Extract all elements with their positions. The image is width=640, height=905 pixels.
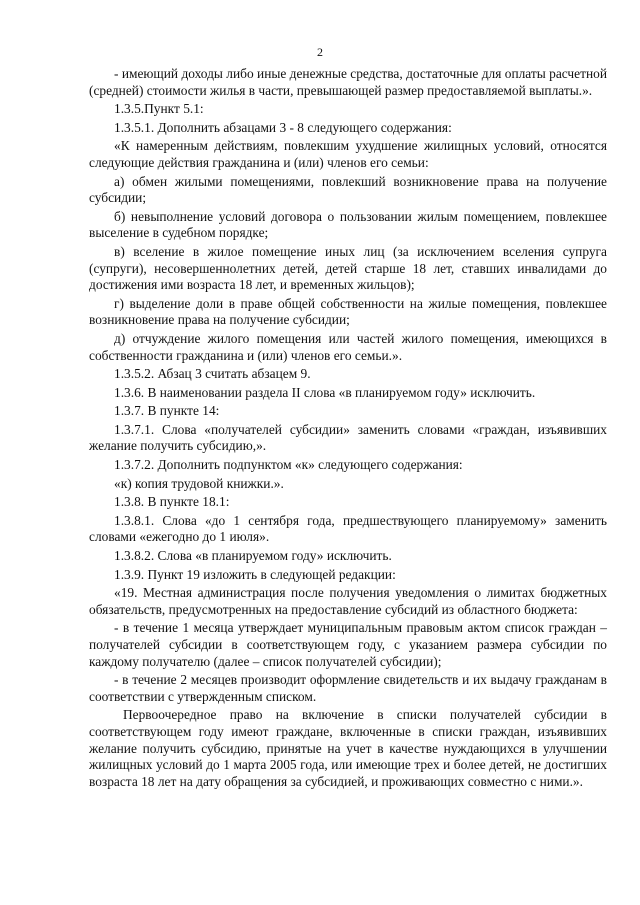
paragraph-1-3-7-1: 1.3.7.1. Слова «получателей субсидии» заменить словами «граждан, изъявивших желание получить субсидию,». (89, 421, 607, 454)
paragraph-deliberate-actions: «К намеренным действиям, повлекшим ухудшение жилищных условий, относятся следующие действия гражданина и (или) членов его семьи: (89, 138, 607, 170)
document-body (89, 66, 607, 790)
paragraph-item-d: д) отчуждение жилого помещения или частей жилого помещения, имеющихся в собственности гражданина и (или) членов его семьи.». (89, 330, 607, 363)
paragraph-1-3-7-2: 1.3.7.2. Дополнить подпунктом «к» следующего содержания: (114, 457, 463, 473)
paragraph-priority-right: Первоочередное право на включение в списки получателей субсидии в соответствующем году имеют граждане, включенные в списки граждан, изъявивших желание получить субсидию, принятые на учет в качестве нуждающихся в улучшении жилищных условий до 1 марта 2005 года, или имеющие трех и более детей, не достигших возраста 18 лет на дату обращения за субсидией, и проживающих совместно с ними.». (89, 707, 607, 789)
paragraph-1-3-8: 1.3.8. В пункте 18.1: (114, 494, 230, 510)
paragraph-1-3-8-2: 1.3.8.2. Слова «в планируемом году» исключить. (114, 548, 392, 564)
page-number: 2 (317, 45, 323, 59)
paragraph-item-19: «19. Местная администрация после получения уведомления о лимитах бюджетных обязательств, предусмотренных на предоставление субсидий из областного бюджета: (89, 585, 607, 617)
paragraph-item-k: «к) копия трудовой книжки.». (114, 475, 284, 491)
paragraph-1-3-9: 1.3.9. Пункт 19 изложить в следующей редакции: (114, 566, 396, 582)
paragraph-item-g: г) выделение доли в праве общей собственности на жилые помещения, повлекшее возникновение права на получение субсидии; (89, 295, 607, 328)
paragraph-1-3-5-2: 1.3.5.2. Абзац 3 считать абзацем 9. (114, 366, 311, 382)
paragraph-item-b: б) невыполнение условий договора о пользовании жилым помещением, повлекшее выселение в судебном порядке; (89, 208, 607, 241)
paragraph-1-3-5-1: 1.3.5.1. Дополнить абзацами 3 - 8 следующего содержания: (114, 119, 452, 135)
paragraph-1-3-8-1: 1.3.8.1. Слова «до 1 сентября года, предшествующего планируемому» заменить словами «ежегодно до 1 июля». (89, 512, 607, 545)
paragraph-1-3-5: 1.3.5.Пункт 5.1: (114, 101, 204, 117)
paragraph-item-a: а) обмен жилыми помещениями, повлекший возникновение права на получение субсидии; (89, 173, 607, 206)
paragraph-1-3-7: 1.3.7. В пункте 14: (114, 403, 220, 419)
paragraph-one-month: - в течение 1 месяца утверждает муниципальным правовым актом список граждан – получателей субсидии в соответствующем году, с указанием размера субсидии по каждому получателю (далее – список получателей субсидии); (89, 620, 607, 669)
paragraph-income-condition: - имеющий доходы либо иные денежные средства, достаточные для оплаты расчетной (средней) стоимости жилья в части, превышающей размер предоставляемой выплаты.». (89, 66, 607, 98)
paragraph-1-3-6: 1.3.6. В наименовании раздела II слова «в планируемом году» исключить. (114, 384, 536, 400)
paragraph-two-months: - в течение 2 месяцев производит оформление свидетельств и их выдачу гражданам в соответствии с утвержденным списком. (89, 672, 607, 704)
paragraph-item-v: в) вселение в жилое помещение иных лиц (за исключением вселения супруга (супруги), несовершеннолетних детей, детей старше 18 лет, ставших инвалидами до достижения ими возраста 18 лет, и временных жильцов); (89, 243, 607, 293)
